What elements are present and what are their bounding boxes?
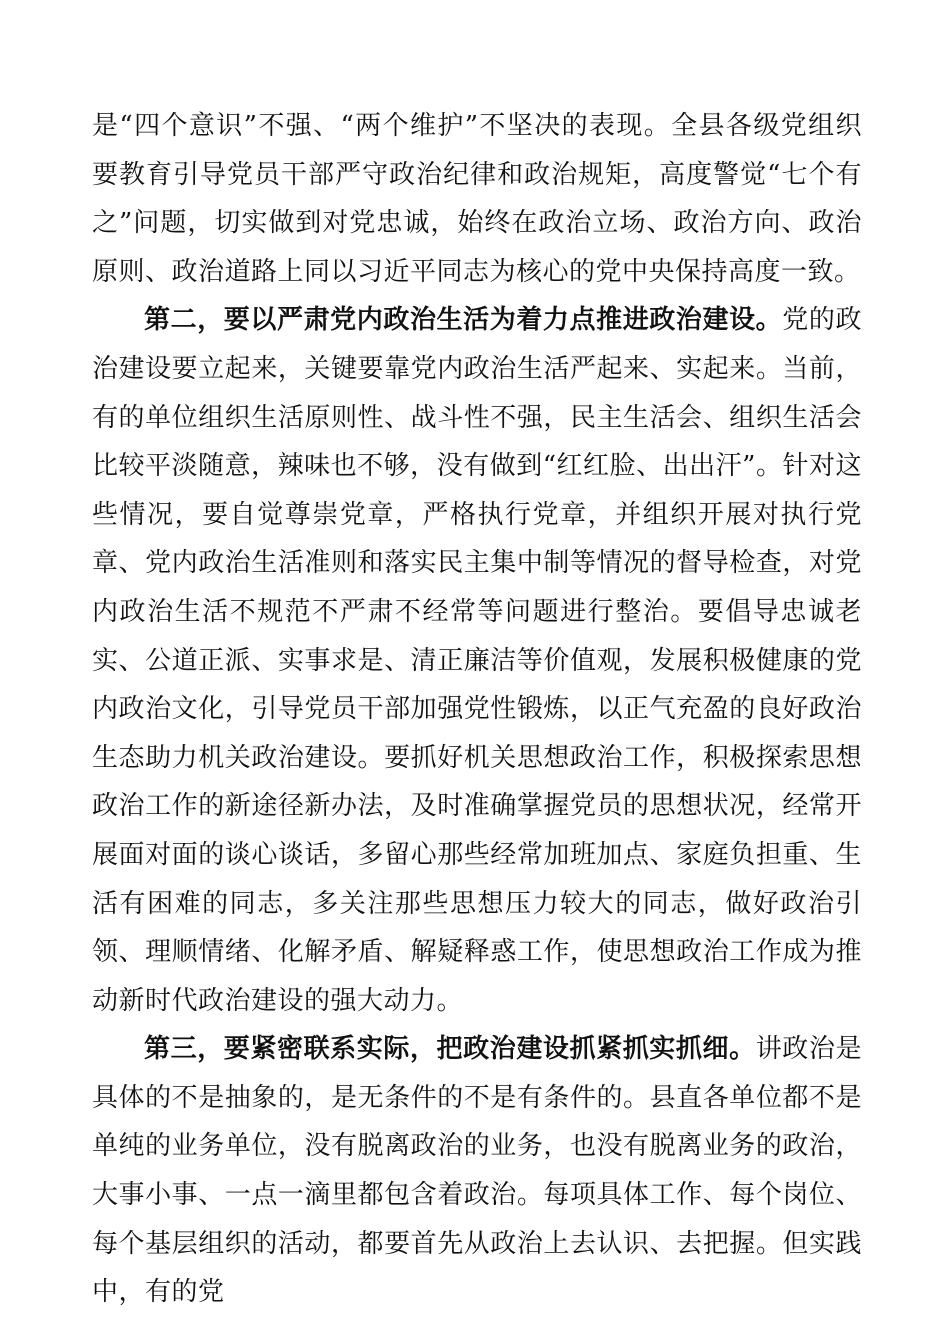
paragraph-lead-heading: 第三，要紧密联系实际，把政治建设抓紧抓实抓细。 <box>144 1034 756 1065</box>
paragraph-lead-heading: 第二，要以严肃党内政治生活为着力点推进政治建设。 <box>144 305 783 336</box>
paragraph-text: 党的政治建设要立起来，关键要靠党内政治生活严起来、实起来。当前，有的单位组织生活原则性、战斗性不强，民主生活会、组织生活会比较平淡随意，辣味也不够，没有做到“红红脸、出出汗”。针对这些情况，要自觉尊崇党章，严格执行党章，并组织开展对执行党章、党内政治生活准则和落实民主集中制等情况的督导检查，对党内政治生活不规范不严肃不经常等问题进行整治。要倡导忠诚老实、公道正派、实事求是、清正廉洁等价值观，发展积极健康的党内政治文化，引导党员干部加强党性锻炼，以正气充盈的良好政治生态助力机关政治建设。要抓好机关思想政治工作，积极探索思想政治工作的新途径新办法，及时准确掌握党员的思想状况，经常开展面对面的谈心谈话，多留心那些经常加班加点、家庭负担重、生活有困难的同志，多关注那些思想压力较大的同志，做好政治引领、理顺情绪、化解矛盾、解疑释惑工作，使思想政治工作成为推动新时代政治建设的强大动力。 <box>92 305 862 1016</box>
paragraph-second-point <box>92 296 862 1025</box>
paragraph-text: 讲政治是具体的不是抽象的，是无条件的不是有条件的。县直各单位都不是单纯的业务单位，没有脱离政治的业务，也没有脱离业务的政治，大事小事、一点一滴里都包含着政治。每项具体工作、每个岗位、每个基层组织的活动，都要首先从政治上去认识、去把握。但实践中，有的党 <box>92 1034 862 1308</box>
document-page <box>92 102 862 1317</box>
paragraph-third-point <box>92 1025 862 1317</box>
paragraph-text: 是“四个意识”不强、“两个维护”不坚决的表现。全县各级党组织要教育引导党员干部严守政治纪律和政治规矩，高度警觉“七个有之”问题，切实做到对党忠诚，始终在政治立场、政治方向、政治原则、政治道路上同以习近平同志为核心的党中央保持高度一致。 <box>92 111 862 287</box>
paragraph-continuation <box>92 102 862 296</box>
